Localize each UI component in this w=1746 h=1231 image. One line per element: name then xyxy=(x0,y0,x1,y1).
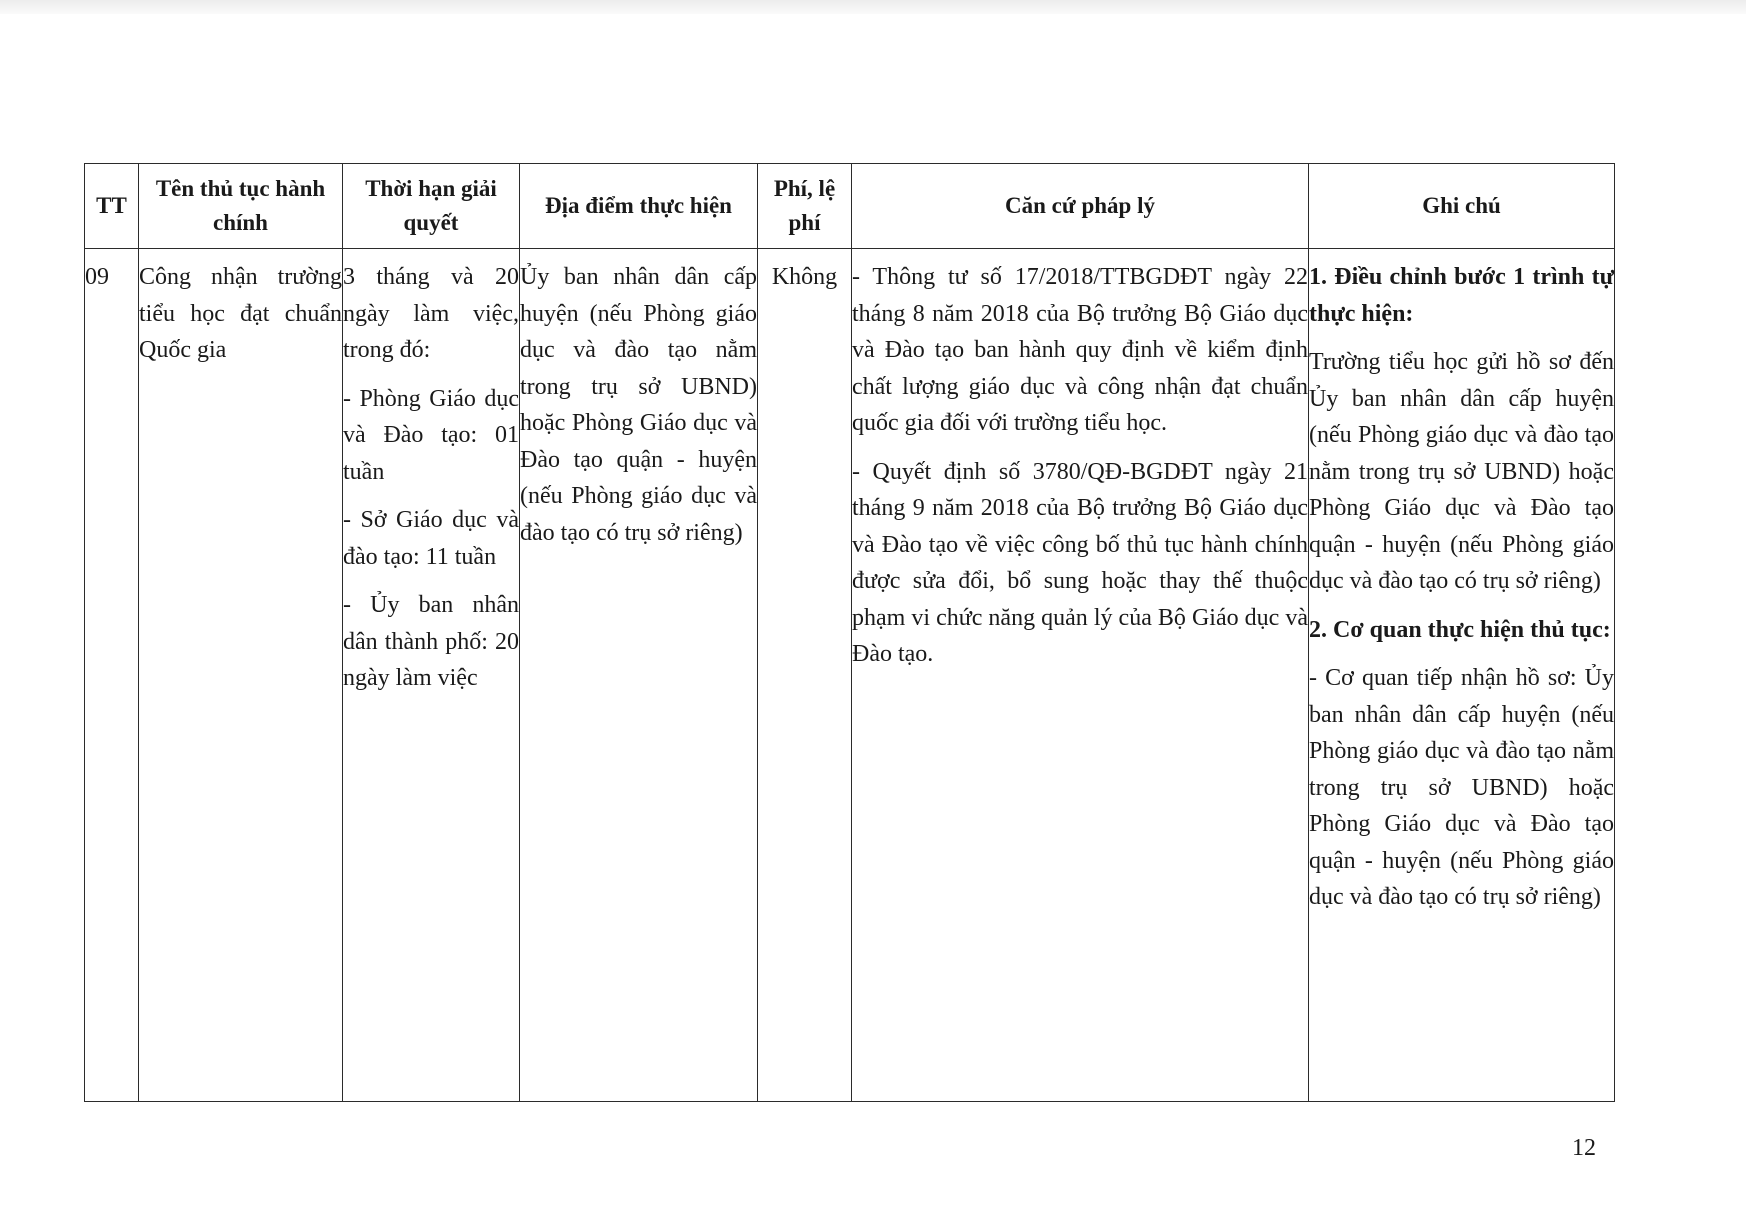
legal-item: - Quyết định số 3780/QĐ-BGDĐT ngày 21 tháng 9 năm 2018 của Bộ trưởng Bộ Giáo dục và Đào tạo về việc công bố thủ tục hành chính được sửa đổi, bổ sung hoặc thay thế thuộc phạm vi chức năng quản lý của Bộ Giáo dục và Đào tạo. xyxy=(852,458,1308,667)
header-fee: Phí, lệ phí xyxy=(758,164,852,249)
header-procedure-name: Tên thủ tục hành chính xyxy=(139,164,343,249)
table-header-row xyxy=(85,164,1615,249)
time-phong-gddt: - Phòng Giáo dục và Đào tạo: 01 tuần xyxy=(343,385,519,485)
header-legal-basis: Căn cứ pháp lý xyxy=(852,164,1309,249)
procedure-table xyxy=(84,163,1615,1102)
time-so-gddt: - Sở Giáo dục và đào tạo: 11 tuần xyxy=(343,507,519,570)
note-heading-1: 1. Điều chỉnh bước 1 trình tự thực hiện: xyxy=(1309,264,1614,327)
time-total: 3 tháng và 20 ngày làm việc, trong đó: xyxy=(343,264,519,363)
note-paragraph-1: Trường tiểu học gửi hồ sơ đến Ủy ban nhân dân cấp huyện (nếu Phòng giáo dục và đào tạo nằm trong trụ sở UBND) hoặc Phòng Giáo dục và Đào tạo quận - huyện (nếu Phòng giáo dục và đào tạo có trụ sở riêng) xyxy=(1309,349,1614,594)
cell-legal-basis xyxy=(852,249,1309,1102)
time-ubnd-city: - Ủy ban nhân dân thành phố: 20 ngày làm việc xyxy=(343,592,519,691)
header-location: Địa điểm thực hiện xyxy=(520,164,758,249)
cell-fee: Không xyxy=(758,249,852,1102)
page-number: 12 xyxy=(1572,1135,1596,1161)
cell-notes xyxy=(1309,249,1615,1102)
cell-location: Ủy ban nhân dân cấp huyện (nếu Phòng giáo dục và đào tạo nằm trong trụ sở UBND) hoặc Phòng Giáo dục và Đào tạo quận - huyện (nếu Phòng giáo dục và đào tạo có trụ sở riêng) xyxy=(520,249,758,1102)
note-heading-2: 2. Cơ quan thực hiện thủ tục: xyxy=(1309,616,1611,643)
scan-top-edge xyxy=(0,0,1746,14)
header-notes: Ghi chú xyxy=(1309,164,1615,249)
header-processing-time: Thời hạn giải quyết xyxy=(343,164,520,249)
cell-processing-time xyxy=(343,249,520,1102)
table-row xyxy=(85,249,1615,1102)
header-tt: TT xyxy=(85,164,139,249)
note-paragraph-2: - Cơ quan tiếp nhận hồ sơ: Ủy ban nhân dân cấp huyện (nếu Phòng giáo dục và đào tạo nằm trong trụ sở UBND) hoặc Phòng Giáo dục và Đào tạo quận - huyện (nếu Phòng giáo dục và đào tạo có trụ sở riêng) xyxy=(1309,665,1614,910)
legal-item: - Thông tư số 17/2018/TTBGDĐT ngày 22 tháng 8 năm 2018 của Bộ trưởng Bộ Giáo dục và Đào tạo ban hành quy định về kiểm định chất lượng giáo dục và công nhận đạt chuẩn quốc gia đối với trường tiểu học. xyxy=(852,264,1308,436)
cell-tt: 09 xyxy=(85,249,139,1102)
cell-procedure-name: Công nhận trường tiểu học đạt chuẩn Quốc gia xyxy=(139,249,343,1102)
